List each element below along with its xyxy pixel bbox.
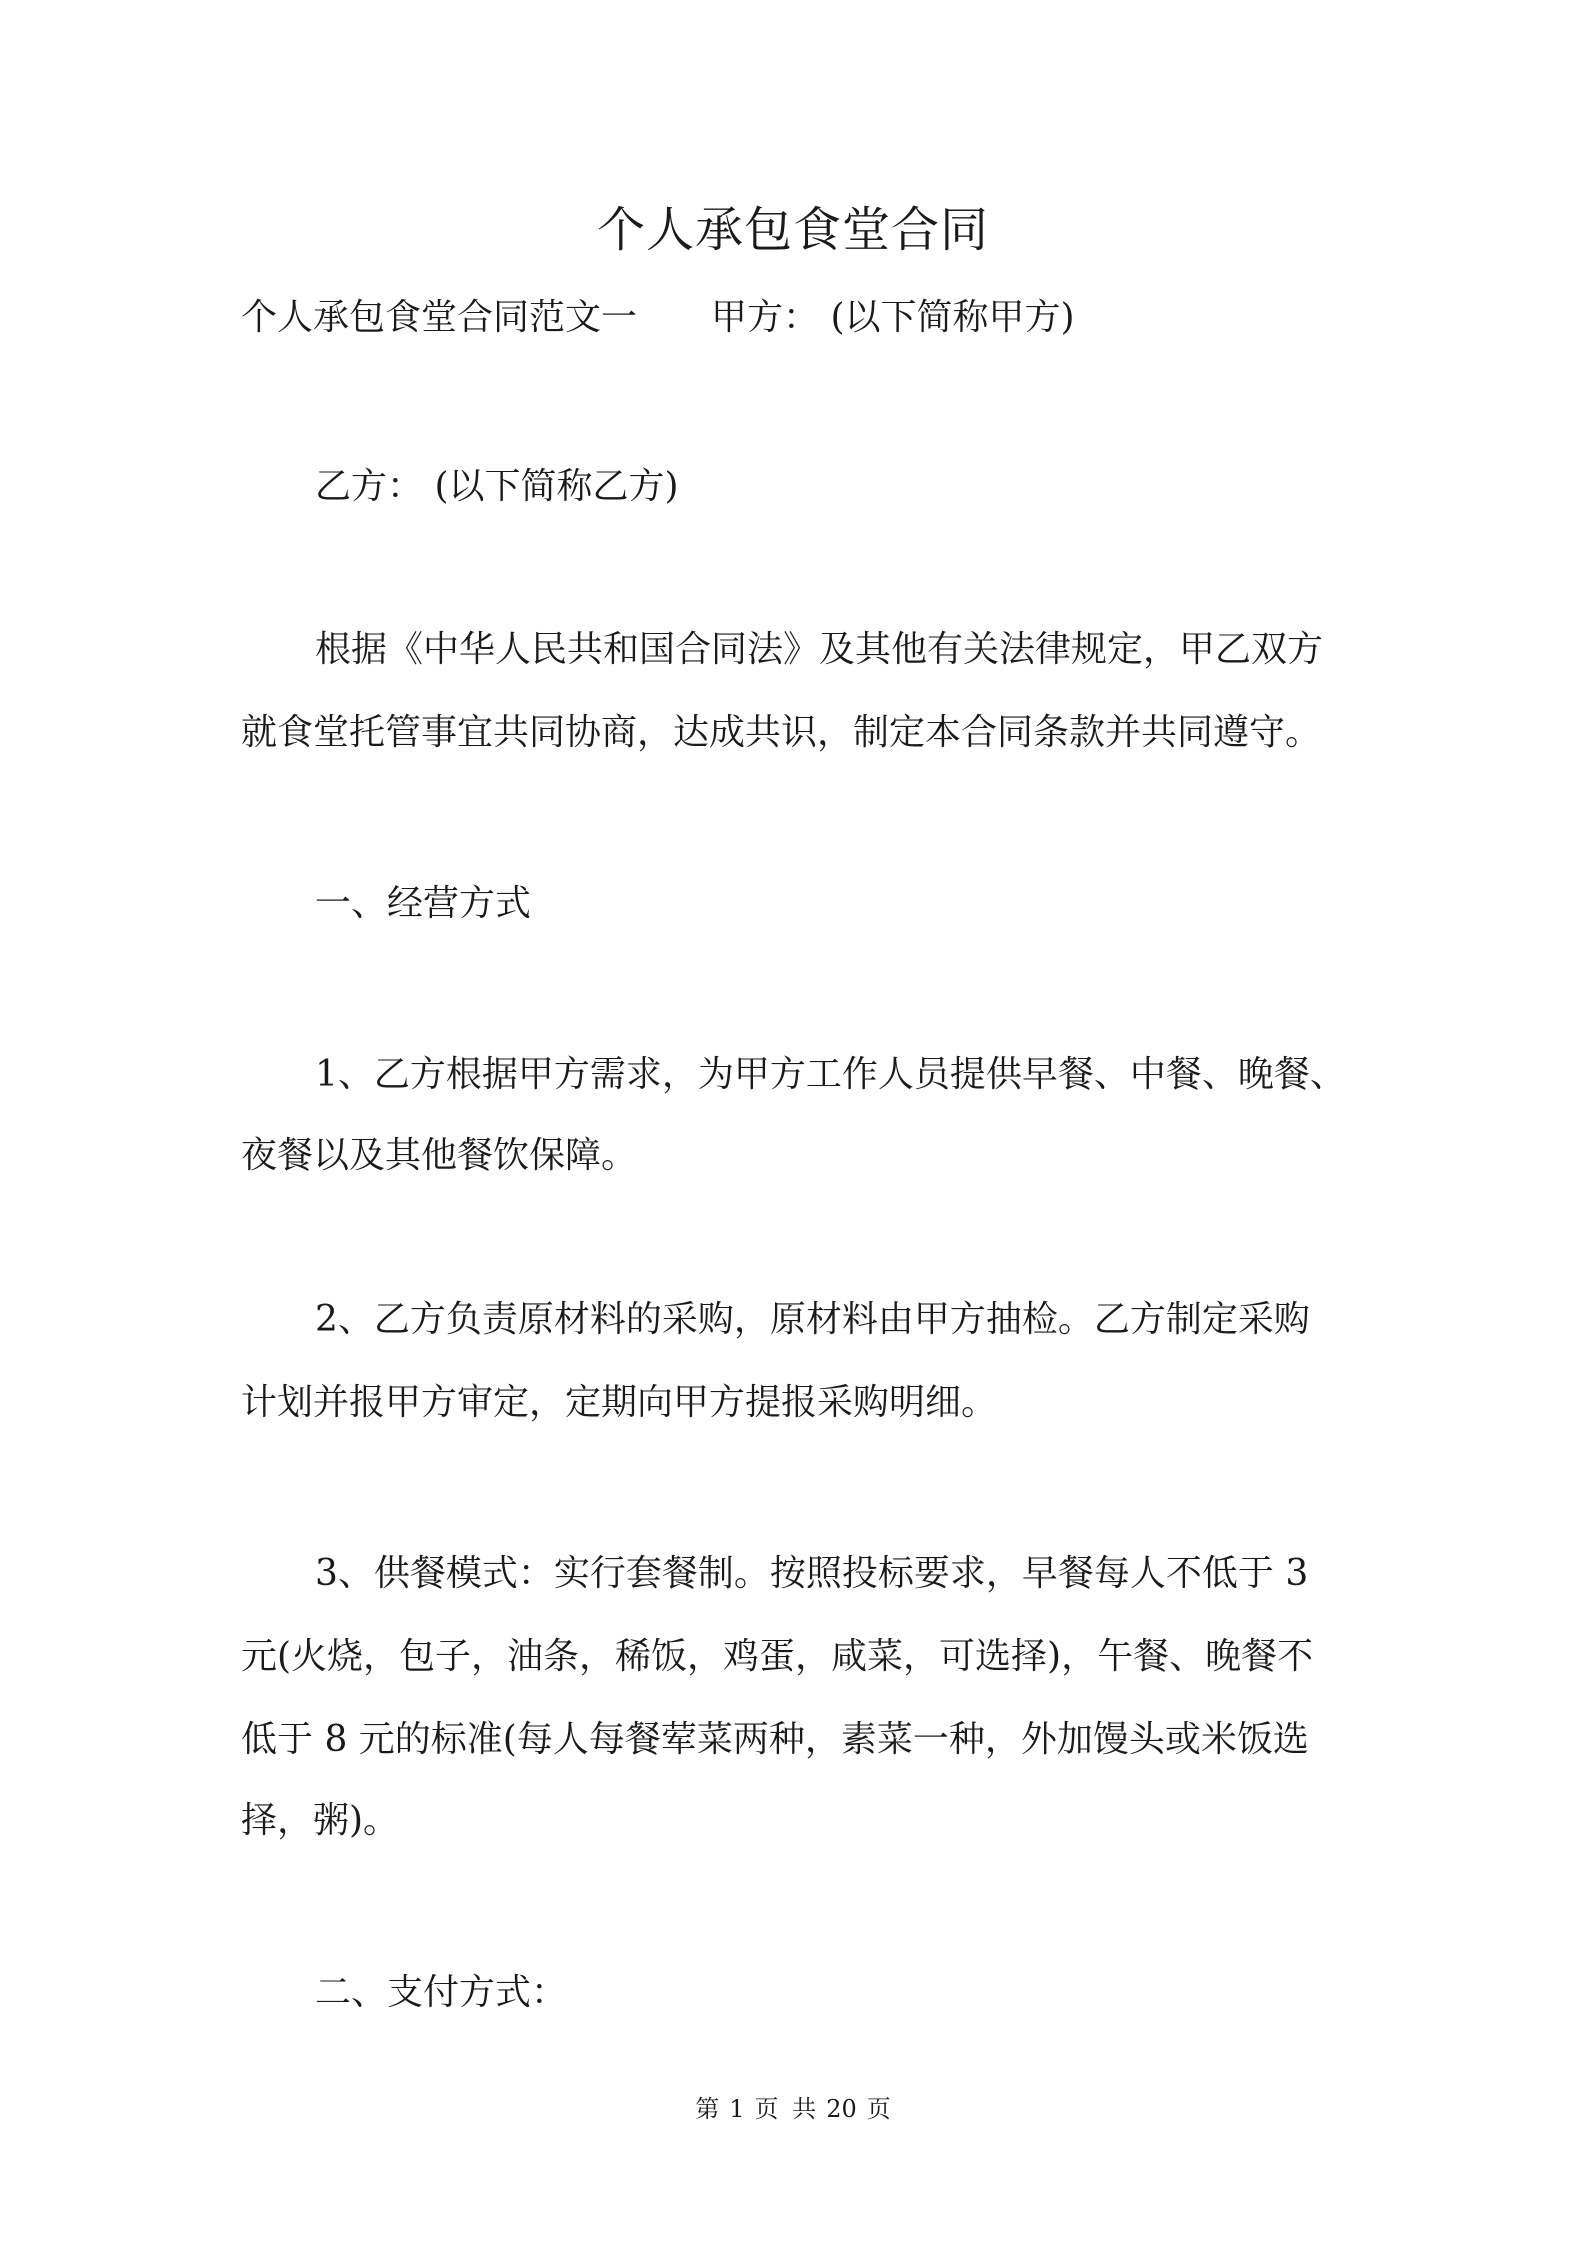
section-1-heading: 一、经营方式 <box>315 883 532 924</box>
clause-1-line-1: 1、乙方根据甲方需求，为甲方工作人员提供早餐、中餐、晚餐、 <box>315 1054 1346 1095</box>
party-a: 甲方： (以下简称甲方) <box>711 297 1075 338</box>
intro-heading: 个人承包食堂合同范文一 <box>241 297 638 338</box>
footer-suffix: 页 <box>866 2095 891 2123</box>
clause-3-line-1: 3、供餐模式：实行套餐制。按照投标要求，早餐每人不低于 3 <box>315 1553 1309 1594</box>
clause-3-line-4: 择，粥)。 <box>241 1800 400 1841</box>
footer-prefix: 第 <box>695 2095 720 2123</box>
clause-1-line-2: 夜餐以及其他餐饮保障。 <box>241 1135 638 1176</box>
preamble-line-2: 就食堂托管事宜共同协商，达成共识，制定本合同条款并共同遵守。 <box>241 712 1322 753</box>
footer-mid: 页 共 <box>754 2095 817 2123</box>
page-footer <box>0 2094 1586 2124</box>
clause-3-line-2: 元(火烧，包子，油条，稀饭，鸡蛋，咸菜，可选择)，午餐、晚餐不 <box>241 1636 1314 1677</box>
section-2-heading: 二、支付方式： <box>315 1972 568 2013</box>
footer-total-pages: 20 <box>826 2095 857 2123</box>
party-b: 乙方： (以下简称乙方) <box>315 466 679 507</box>
clause-2-line-1: 2、乙方负责原材料的采购，原材料由甲方抽检。乙方制定采购 <box>315 1299 1310 1340</box>
clause-3-line-3: 低于 8 元的标准(每人每餐荤菜两种，素菜一种，外加馒头或米饭选 <box>241 1719 1309 1760</box>
clause-2-line-2: 计划并报甲方审定，定期向甲方提报采购明细。 <box>241 1382 998 1423</box>
document-title: 个人承包食堂合同 <box>596 202 989 258</box>
preamble-line-1: 根据《中华人民共和国合同法》及其他有关法律规定，甲乙双方 <box>315 629 1324 670</box>
intro-line <box>241 296 1361 340</box>
footer-page-number: 1 <box>729 2095 745 2123</box>
